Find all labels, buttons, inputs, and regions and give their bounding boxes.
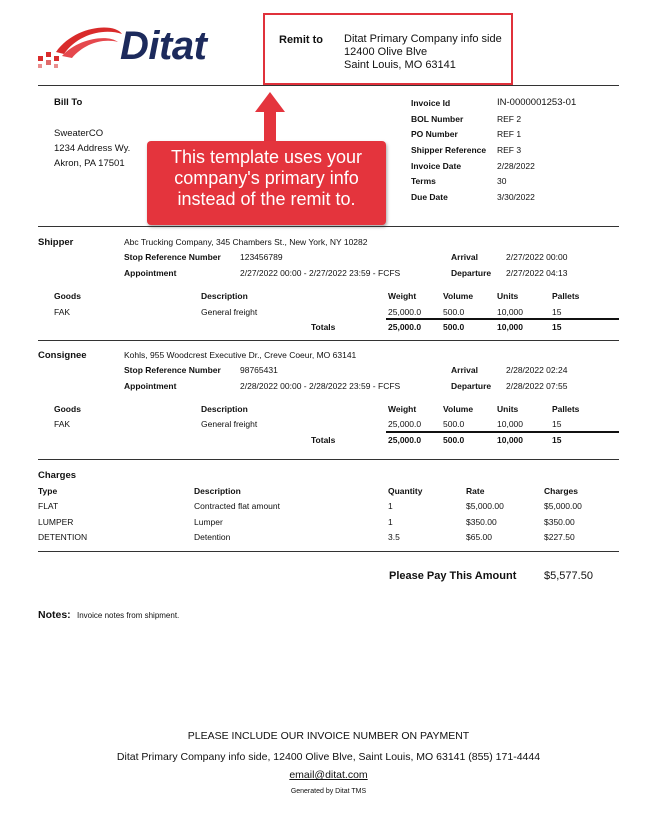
po-number-label: PO Number — [411, 129, 458, 139]
charge-row-type: FLAT — [38, 501, 59, 511]
shipper-goods-header: Goods — [54, 291, 81, 301]
section-divider — [38, 459, 619, 460]
consignee-arrival-label: Arrival — [451, 365, 478, 375]
shipper-departure-label: Departure — [451, 268, 492, 278]
charges-rate-header: Rate — [466, 486, 485, 496]
shipper-row-pallets: 15 — [552, 307, 562, 317]
charge-row-rate: $65.00 — [466, 532, 492, 542]
consignee-units-header: Units — [497, 404, 519, 414]
remit-label: Remit to — [279, 34, 323, 46]
charge-row-amount: $227.50 — [544, 532, 575, 542]
bol-number-value: REF 2 — [497, 114, 522, 124]
consignee-row-goods: FAK — [54, 419, 71, 429]
consignee-totals-weight: 25,000.0 — [388, 435, 422, 445]
charges-quantity-header: Quantity — [388, 486, 423, 496]
shipper-arrival-label: Arrival — [451, 252, 478, 262]
logo-wordmark: Ditat — [120, 24, 207, 68]
header-divider — [38, 85, 619, 86]
shipper-totals-volume: 500.0 — [443, 322, 465, 332]
callout-line3: instead of the remit to. — [177, 189, 356, 209]
template-callout — [147, 141, 386, 225]
consignee-row-units: 10,000 — [497, 419, 523, 429]
due-date-value: 3/30/2022 — [497, 192, 535, 202]
consignee-totals-rule — [386, 431, 619, 433]
bill-to-label: Bill To — [54, 97, 83, 108]
po-number-value: REF 1 — [497, 129, 522, 139]
charge-row-type: DETENTION — [38, 532, 88, 542]
footer-company-info: Ditat Primary Company info side, 12400 Olive Blve, Saint Louis, MO 63141 (855) 171-4444 — [116, 751, 541, 763]
consignee-arrival: 2/28/2022 02:24 — [506, 365, 568, 375]
consignee-totals-volume: 500.0 — [443, 435, 465, 445]
swoosh-icon — [34, 22, 124, 74]
consignee-row-volume: 500.0 — [443, 419, 465, 429]
consignee-row-weight: 25,000.0 — [388, 419, 422, 429]
charge-row-quantity: 3.5 — [388, 532, 400, 542]
invoice-id-value: IN-0000001253-01 — [497, 97, 577, 108]
shipper-appointment: 2/27/2022 00:00 - 2/27/2022 23:59 - FCFS — [240, 268, 401, 278]
notes-text: Invoice notes from shipment. — [77, 611, 180, 620]
shipper-row-weight: 25,000.0 — [388, 307, 422, 317]
shipper-pallets-header: Pallets — [552, 291, 580, 301]
charge-row-rate: $5,000.00 — [466, 501, 504, 511]
shipper-stop-ref: 123456789 — [240, 252, 283, 262]
footer-email-link[interactable]: email@ditat.com — [289, 769, 368, 781]
terms-value: 30 — [497, 176, 507, 186]
remit-line1: Ditat Primary Company info side — [344, 33, 502, 45]
charge-row-amount: $5,000.00 — [544, 501, 582, 511]
notes-label: Notes: — [38, 609, 71, 621]
consignee-weight-header: Weight — [388, 404, 417, 414]
shipper-row-goods: FAK — [54, 307, 71, 317]
invoice-date-label: Invoice Date — [411, 161, 462, 171]
pay-amount-value: $5,577.50 — [544, 570, 593, 582]
callout-line1: This template uses your — [170, 147, 363, 167]
footer-generated-by: Generated by Ditat TMS — [290, 788, 367, 795]
remit-line2: 12400 Olive Blve — [344, 46, 428, 58]
consignee-appointment-label: Appointment — [124, 381, 177, 391]
charge-row-description: Lumper — [194, 517, 223, 527]
consignee-row-pallets: 15 — [552, 419, 562, 429]
company-logo — [34, 22, 234, 74]
pay-amount-label: Please Pay This Amount — [389, 570, 517, 582]
shipper-weight-header: Weight — [388, 291, 417, 301]
charge-row-amount: $350.00 — [544, 517, 575, 527]
charges-type-header: Type — [38, 486, 58, 496]
consignee-stop-ref-label: Stop Reference Number — [124, 365, 221, 375]
bill-to-city: Akron, PA 17501 — [54, 158, 125, 169]
consignee-pallets-header: Pallets — [552, 404, 580, 414]
consignee-departure: 2/28/2022 07:55 — [506, 381, 568, 391]
remit-to-box — [263, 13, 513, 85]
consignee-totals-units: 10,000 — [497, 435, 523, 445]
charges-title: Charges — [38, 470, 77, 481]
shipper-arrival: 2/27/2022 00:00 — [506, 252, 568, 262]
consignee-description-header: Description — [201, 404, 248, 414]
consignee-row-description: General freight — [201, 419, 258, 429]
bol-number-label: BOL Number — [411, 114, 464, 124]
consignee-goods-header: Goods — [54, 404, 81, 414]
shipper-totals-rule — [386, 318, 619, 320]
footer-email-row — [0, 769, 657, 781]
consignee-totals-label: Totals — [311, 435, 336, 445]
section-divider — [38, 340, 619, 341]
terms-label: Terms — [411, 176, 436, 186]
shipper-totals-units: 10,000 — [497, 322, 523, 332]
due-date-label: Due Date — [411, 192, 448, 202]
consignee-stop-ref: 98765431 — [240, 365, 278, 375]
shipper-totals-weight: 25,000.0 — [388, 322, 422, 332]
section-divider — [38, 226, 619, 227]
shipper-reference-label: Shipper Reference — [411, 145, 487, 155]
consignee-departure-label: Departure — [451, 381, 492, 391]
shipper-address: Abc Trucking Company, 345 Chambers St., New York, NY 10282 — [124, 237, 368, 247]
charges-divider — [38, 551, 619, 552]
shipper-row-units: 10,000 — [497, 307, 523, 317]
invoice-date-value: 2/28/2022 — [497, 161, 535, 171]
consignee-address: Kohls, 955 Woodcrest Executive Dr., Creve Coeur, MO 63141 — [124, 350, 357, 360]
shipper-totals-label: Totals — [311, 322, 336, 332]
shipper-totals-pallets: 15 — [552, 322, 562, 332]
shipper-stop-ref-label: Stop Reference Number — [124, 252, 221, 262]
shipper-description-header: Description — [201, 291, 248, 301]
bill-to-address: 1234 Address Wy. — [54, 143, 131, 154]
bill-to-name: SweaterCO — [54, 128, 104, 139]
shipper-units-header: Units — [497, 291, 519, 301]
shipper-volume-header: Volume — [443, 291, 474, 301]
shipper-departure: 2/27/2022 04:13 — [506, 268, 568, 278]
charge-row-rate: $350.00 — [466, 517, 497, 527]
consignee-label: Consignee — [38, 350, 87, 361]
arrow-up-icon — [255, 92, 285, 142]
consignee-totals-pallets: 15 — [552, 435, 562, 445]
callout-line2: company's primary info — [174, 168, 359, 188]
charges-charges-header: Charges — [544, 486, 579, 496]
remit-line3: Saint Louis, MO 63141 — [344, 59, 456, 71]
shipper-appointment-label: Appointment — [124, 268, 177, 278]
invoice-id-label: Invoice Id — [411, 98, 451, 108]
charge-row-description: Detention — [194, 532, 231, 542]
charges-description-header: Description — [194, 486, 241, 496]
consignee-appointment: 2/28/2022 00:00 - 2/28/2022 23:59 - FCFS — [240, 381, 401, 391]
shipper-reference-value: REF 3 — [497, 145, 522, 155]
footer-payment-note: PLEASE INCLUDE OUR INVOICE NUMBER ON PAYMENT — [187, 730, 470, 742]
charge-row-quantity: 1 — [388, 517, 393, 527]
charge-row-quantity: 1 — [388, 501, 393, 511]
shipper-label: Shipper — [38, 237, 74, 248]
shipper-row-description: General freight — [201, 307, 258, 317]
shipper-row-volume: 500.0 — [443, 307, 465, 317]
consignee-volume-header: Volume — [443, 404, 474, 414]
charge-row-description: Contracted flat amount — [194, 501, 280, 511]
charge-row-type: LUMPER — [38, 517, 74, 527]
